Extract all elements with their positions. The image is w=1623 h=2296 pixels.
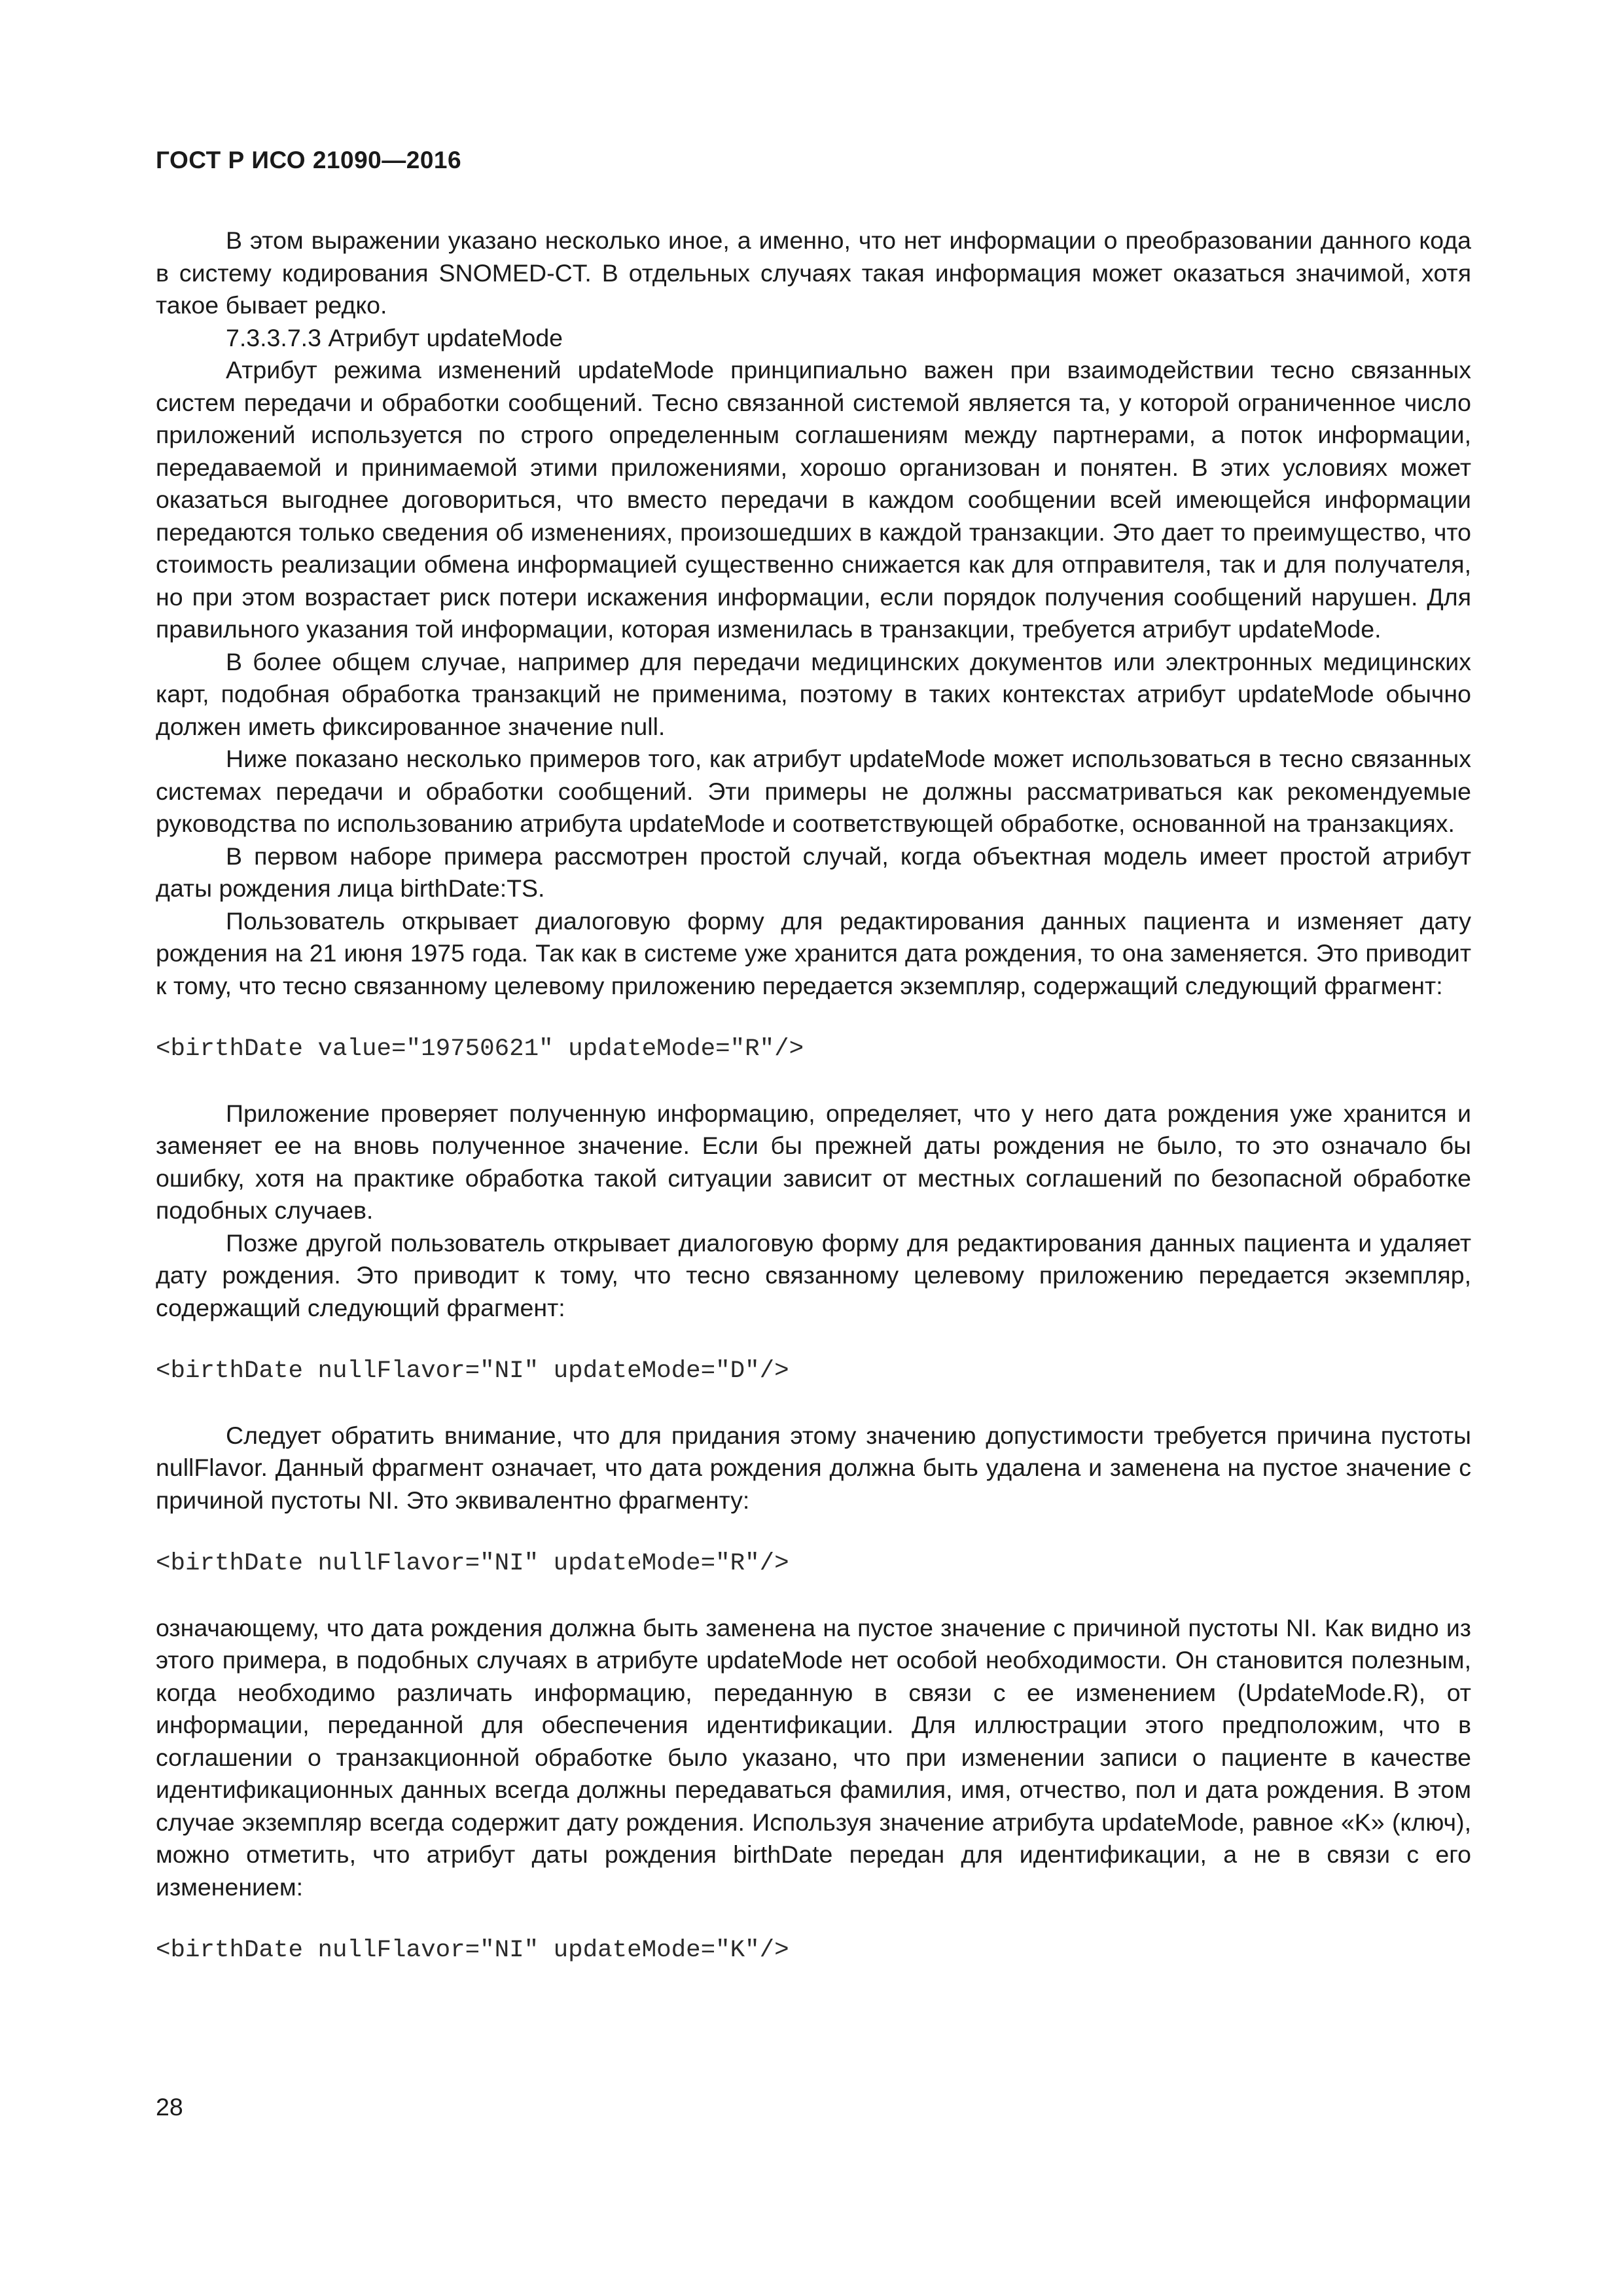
paragraph: означающему, что дата рождения должна быть заменена на пустое значение с причиной пустоты NI. Как видно из этого примера, в подобных случаях в атрибуте updateMode нет особой необходимости. Он становится полезным, когда необходимо различать информацию, переданную в связи с ее изменением (UpdateMode.R), от информации, переданной для обеспечения идентификации. Для иллюстрации этого предположим, что в соглашении о транзакционной обработке было указано, что при изменении записи о пациенте в качестве идентификационных данных всегда должны передаваться фамилия, имя, отчество, пол и дата рождения. В этом случае экземпляр всегда содержит дату рождения. Используя значение атрибута updateMode, равное «K» (ключ), можно отметить, что атрибут даты рождения birthDate передан для идентификации, а не в связи с его изменением: — [156, 1613, 1471, 1901]
document-body — [156, 224, 1471, 1967]
code-fragment: <birthDate nullFlavor="NI" updateMode="D"/> — [156, 1357, 789, 1385]
code-fragment: <birthDate value="19750621" updateMode="R"/> — [156, 1035, 804, 1063]
section-heading: 7.3.3.7.3 Атрибут updateMode — [226, 323, 563, 351]
paragraph: Атрибут режима изменений updateMode принципиально важен при взаимодействии тесно связанных систем передачи и обработки сообщений. Тесно связанной системой является та, у которой ограниченное число приложений используется по строго определенным соглашениям между партнерами, а поток информации, передаваемой и принимаемой этими приложениями, хорошо организован и понятен. В этих условиях может оказаться выгоднее договориться, что вместо передачи в каждом сообщении всей имеющейся информации передаются только сведения об изменениях, произошедших в каждой транзакции. Это дает то преимущество, что стоимость реализации обмена информацией существенно снижается как для отправителя, так и для получателя, но при этом возрастает риск потери искажения информации, если порядок получения сообщений нарушен. Для правильного указания той информации, которая изменилась в транзакции, требуется атрибут updateMode. — [156, 356, 1471, 643]
paragraph: В этом выражении указано несколько иное, а именно, что нет информации о преобразовании данного кода в систему кодирования SNOMED-CT. В отдельных случаях такая информация может оказаться значимой, хотя такое бывает редко. — [156, 226, 1471, 319]
paragraph: Позже другой пользователь открывает диалоговую форму для редактирования данных пациента и удаляет дату рождения. Это приводит к тому, что тесно связанному целевому приложению передается экземпляр, содержащий следующий фрагмент: — [156, 1229, 1471, 1321]
paragraph: Следует обратить внимание, что для придания этому значению допустимости требуется причина пустоты nullFlavor. Данный фрагмент означает, что дата рождения должна быть удалена и заменена на пустое значение с причиной пустоты NI. Это эквивалентно фрагменту: — [156, 1421, 1471, 1514]
page-number: 28 — [156, 2093, 183, 2121]
paragraph: Приложение проверяет полученную информацию, определяет, что у него дата рождения уже хранится и заменяет ее на вновь полученное значение. Если бы прежней даты рождения не было, то это означало бы ошибку, хотя на практике обработка такой ситуации зависит от местных соглашений по безопасной обработке подобных случаев. — [156, 1099, 1471, 1224]
code-fragment: <birthDate nullFlavor="NI" updateMode="R"/> — [156, 1550, 789, 1577]
paragraph: В первом наборе примера рассмотрен простой случай, когда объектная модель имеет простой атрибут даты рождения лица birthDate:TS. — [156, 842, 1471, 902]
paragraph: Пользователь открывает диалоговую форму для редактирования данных пациента и изменяет дату рождения на 21 июня 1975 года. Так как в системе уже хранится дата рождения, то она заменяется. Это приводит к тому, что тесно связанному целевому приложению передается экземпляр, содержащий следующий фрагмент: — [156, 906, 1471, 999]
paragraph: В более общем случае, например для передачи медицинских документов или электронных медицинских карт, подобная обработка транзакций не применима, поэтому в таких контекстах атрибут updateMode обычно должен иметь фиксированное значение null. — [156, 647, 1471, 740]
code-fragment: <birthDate nullFlavor="NI" updateMode="K"/> — [156, 1937, 789, 1964]
paragraph: Ниже показано несколько примеров того, как атрибут updateMode может использоваться в тесно связанных системах передачи и обработки сообщений. Эти примеры не должны рассматриваться как рекомендуемые руководства по использованию атрибута updateMode и соответствующей обработке, основанной на транзакциях. — [156, 745, 1471, 837]
document-header: ГОСТ Р ИСО 21090—2016 — [156, 147, 462, 173]
